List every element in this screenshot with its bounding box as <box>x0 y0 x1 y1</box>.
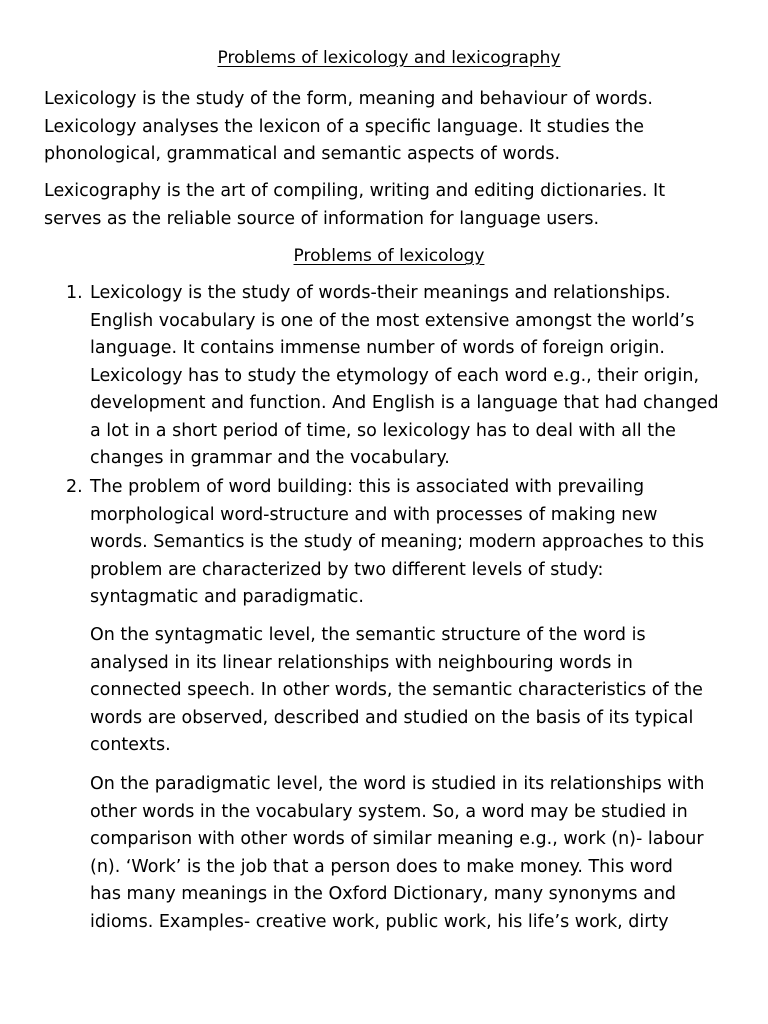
text-line: morphological word-structure and with processes of making new <box>90 504 658 525</box>
text-line: serves as the reliable source of information for language users. <box>44 208 600 229</box>
text-line: Lexicology analyses the lexicon of a specific language. It studies the <box>44 116 644 137</box>
text-line: language. It contains immense number of words of foreign origin. <box>90 338 665 358</box>
text-line: a lot in a short period of time, so lexicology has to deal with all the <box>90 420 676 441</box>
text-line: comparison with other words of similar meaning e.g., work (n)- labour <box>90 829 704 849</box>
text-line: On the syntagmatic level, the semantic structure of the word is <box>90 625 646 645</box>
text-line: The problem of word building: this is associated with prevailing <box>90 477 645 497</box>
text-line: Lexicology is the study of words-their meanings and relationships. <box>90 283 671 303</box>
intro-paragraph-lexicography <box>44 178 764 233</box>
text-line: phonological, grammatical and semantic aspects of words. <box>44 144 561 164</box>
text-line: idioms. Examples- creative work, public work, his life’s work, dirty <box>90 911 669 932</box>
paradigmatic-paragraph <box>90 771 760 936</box>
text-line: English vocabulary is one of the most extensive amongst the world’s <box>90 310 695 331</box>
text-line: words. Semantics is the study of meaning; modern approaches to this <box>90 532 705 552</box>
list-item-text <box>90 474 760 612</box>
text-line: development and function. And English is a language that had changed <box>90 393 719 413</box>
text-line: changes in grammar and the vocabulary. <box>90 448 450 468</box>
text-line: (n). ‘Work’ is the job that a person does to make money. This word <box>90 856 673 877</box>
text-line: problem are characterized by two different levels of study: <box>90 559 604 580</box>
intro-paragraph-lexicology <box>44 86 764 169</box>
list-item-number: 2. <box>66 477 83 497</box>
text-line: Lexicology has to study the etymology of each word e.g., their origin, <box>90 365 700 386</box>
document-title: Problems of lexicology and lexicography <box>217 48 561 68</box>
text-line: words are observed, described and studied on the basis of its typical <box>90 707 694 728</box>
text-line: syntagmatic and paradigmatic. <box>90 587 364 607</box>
section-heading: Problems of lexicology <box>293 246 485 266</box>
text-line: has many meanings in the Oxford Dictionary, many synonyms and <box>90 884 677 904</box>
text-line: connected speech. In other words, the semantic characteristics of the <box>90 680 703 700</box>
list-item-text <box>90 280 760 473</box>
text-line: analysed in its linear relationships with neighbouring words in <box>90 652 633 673</box>
syntagmatic-paragraph <box>90 622 760 760</box>
text-line: Lexicography is the art of compiling, writing and editing dictionaries. It <box>44 181 666 201</box>
text-line: other words in the vocabulary system. So, a word may be studied in <box>90 801 688 822</box>
list-item-number: 1. <box>66 283 83 303</box>
text-line: Lexicology is the study of the form, meaning and behaviour of words. <box>44 89 653 109</box>
text-line: On the paradigmatic level, the word is studied in its relationships with <box>90 774 705 794</box>
text-line: contexts. <box>90 735 171 755</box>
